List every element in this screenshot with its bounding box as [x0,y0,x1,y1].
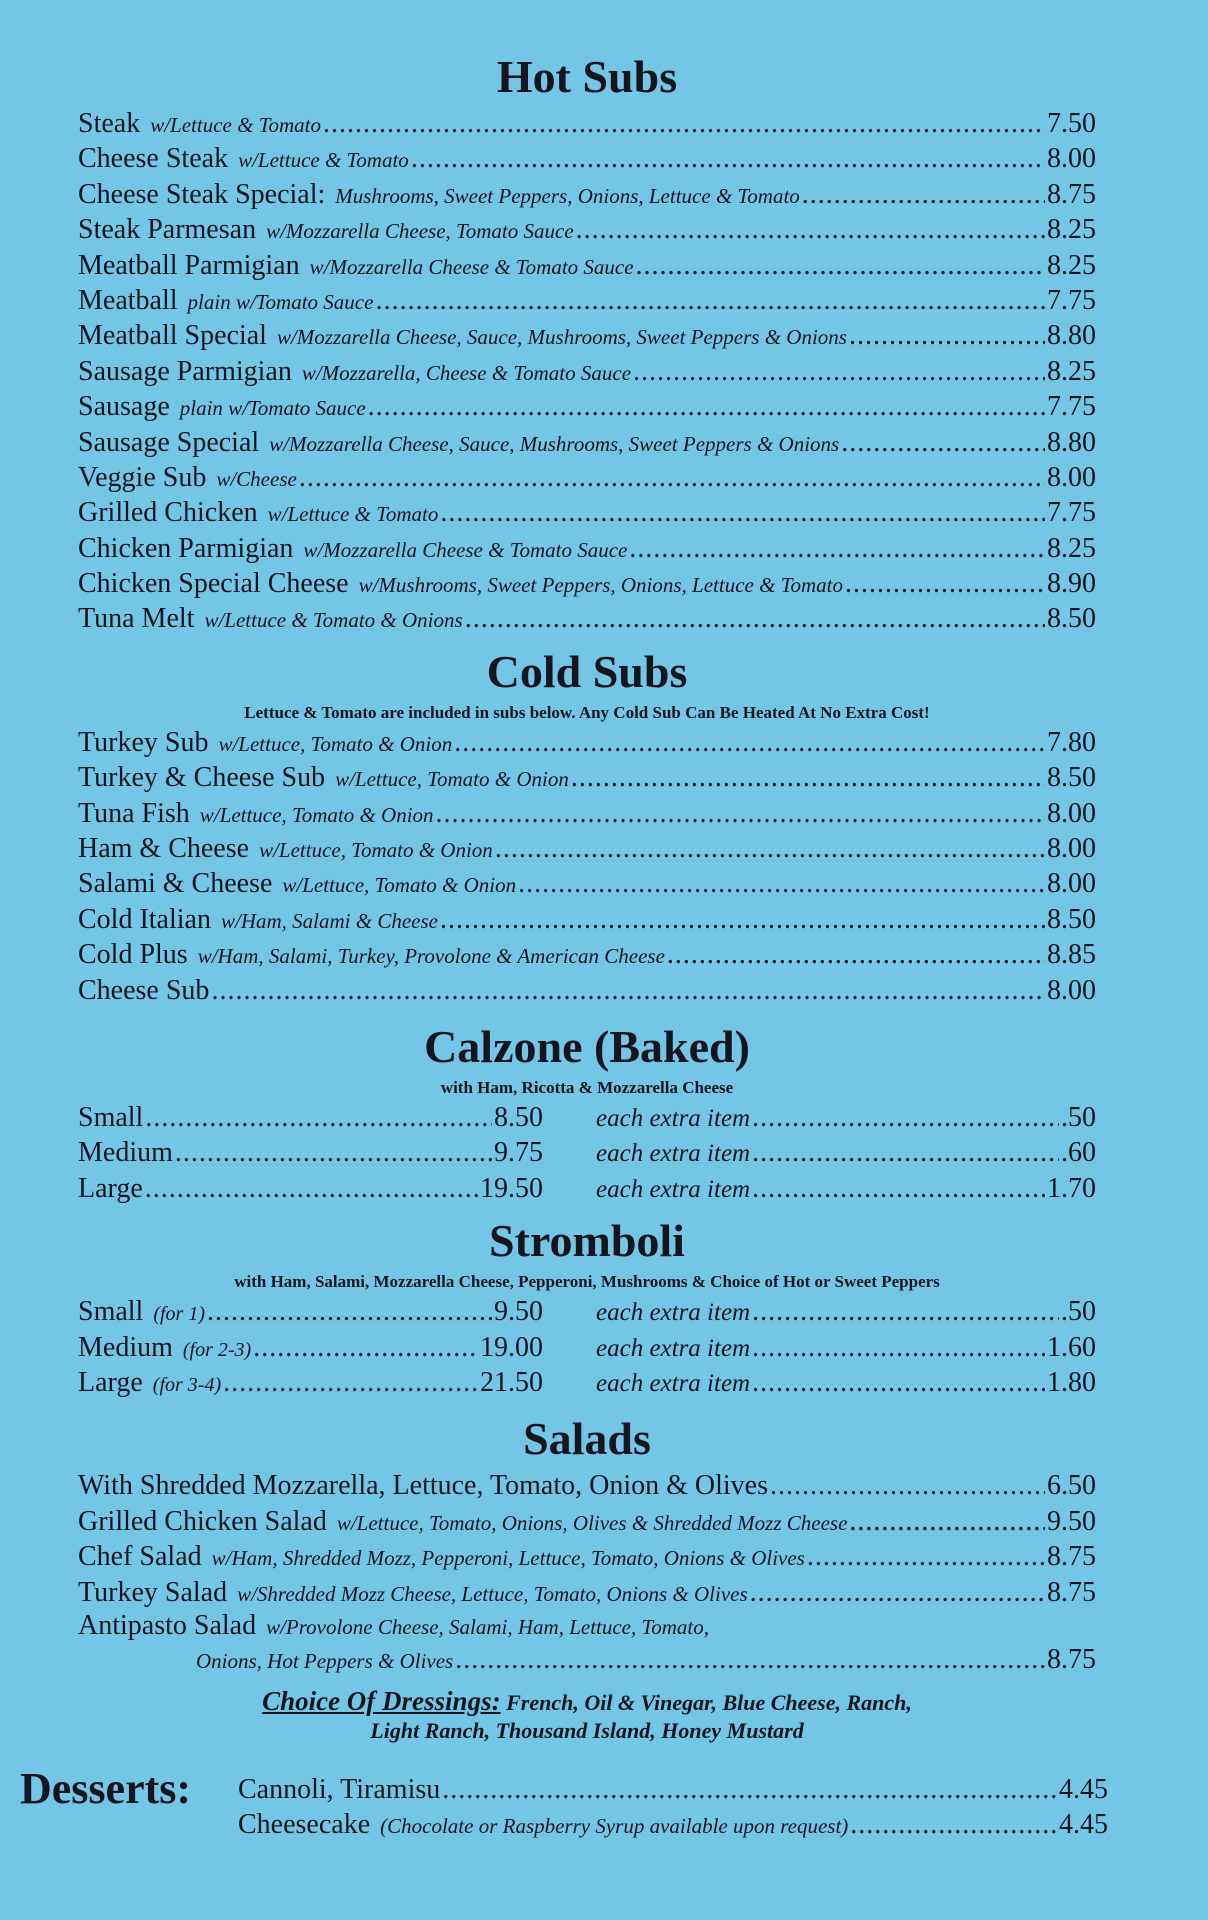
item-name: Steak [78,108,141,139]
leader-dots [375,283,1045,318]
item-name: Turkey & Cheese Sub [78,762,326,794]
menu-item-row [78,141,1096,176]
menu-item-row [78,831,1096,866]
item-desc: w/Provolone Cheese, Salami, Ham, Lettuce, Tomato, [266,1614,710,1639]
item-price: 21.50 [480,1366,543,1398]
calzone-sizes [78,1100,543,1206]
leader-dots [576,212,1045,247]
menu-item-row [78,866,1096,901]
item-desc: w/Cheese [216,466,297,491]
item-desc: w/Lettuce, Tomato & Onion [259,838,493,863]
item-name: Meatball Parmigian [78,249,300,281]
item-price: 4.45 [1059,1809,1108,1841]
leader-dots [518,866,1045,901]
item-desc: w/Lettuce, Tomato & Onion [218,731,453,756]
dressings-heading: Choice Of Dressings: [262,1686,501,1717]
item-name: Medium [78,1137,173,1169]
item-name: Grilled Chicken [78,497,258,529]
item-price: 8.80 [1047,320,1096,352]
leader-dots [454,725,1045,760]
calzone-prices [78,1100,1096,1206]
item-name: Cheese Steak Special: [78,178,326,210]
item-name: Cold Plus [78,939,188,971]
item-desc: plain w/Tomato Sauce [187,289,374,314]
item-desc: w/Mozzarella Cheese, Sauce, Mushrooms, Sweet Peppers & Onions [276,325,847,350]
item-name: Tuna Melt [78,603,195,635]
calzone-title: Calzone (Baked) [424,1020,750,1072]
item-desc: w/Mozzarella Cheese, Sauce, Mushrooms, Sweet Peppers & Onions [269,431,840,456]
calzone-extras [596,1100,1096,1206]
leader-dots [752,1171,1045,1206]
item-name: Tuna Fish [78,797,190,829]
item-name: Chef Salad [78,1541,202,1573]
menu-item-row [78,796,1096,831]
item-price: 8.00 [1047,974,1096,1006]
item-desc: w/Lettuce & Tomato [150,113,321,137]
leader-dots [411,141,1045,176]
item-desc: Mushrooms, Sweet Peppers, Onions, Lettuce & Tomato [335,183,800,208]
item-desc: w/Mozzarella Cheese, Tomato Sauce [266,219,574,244]
item-price: 19.00 [480,1331,543,1363]
item-price: 19.50 [480,1172,543,1204]
item-name: Medium [78,1331,173,1363]
leader-dots [841,425,1045,460]
menu-item-row [78,566,1096,601]
item-name: Cold Italian [78,903,211,935]
menu-item-row [78,725,1096,760]
extra-item-row [596,1330,1096,1365]
leader-dots [145,1171,478,1206]
leader-dots [752,1100,1059,1135]
leader-dots [849,1504,1045,1539]
item-price: 9.50 [494,1296,543,1328]
leader-dots [145,1100,492,1135]
leader-dots [323,106,1045,141]
item-price: 8.50 [494,1101,543,1133]
hot-subs-title: Hot Subs [496,51,678,102]
leader-dots [849,318,1045,353]
menu-item-row [78,425,1096,460]
item-price: 8.00 [1047,833,1096,865]
item-price: 8.75 [1047,178,1096,210]
leader-dots [845,566,1045,601]
item-desc: w/Lettuce, Tomato & Onion [335,767,569,792]
item-price: 8.50 [1047,603,1096,635]
menu-item-row [78,1575,1096,1610]
item-price: 7.75 [1047,391,1096,423]
leader-dots [211,973,1045,1008]
menu-item-row [78,1539,1096,1574]
menu-item-row [78,283,1096,318]
item-desc: w/Ham, Salami, Turkey, Provolone & American Cheese [197,944,665,969]
item-price: 1.70 [1047,1172,1096,1204]
item-price: 6.50 [1047,1470,1096,1502]
item-desc: w/Mozzarella Cheese & Tomato Sauce [309,254,634,279]
leader-dots [807,1539,1045,1574]
item-price: 8.75 [1047,1643,1096,1675]
item-price: 8.50 [1047,903,1096,935]
item-price: 7.80 [1047,726,1096,758]
item-desc: w/Lettuce, Tomato & Onion [199,802,434,827]
menu-item-row [78,212,1096,247]
leader-dots [752,1135,1059,1170]
menu-content [78,48,1096,1745]
stromboli-note: with Ham, Salami, Mozzarella Cheese, Pepperoni, Mushrooms & Choice of Hot or Sweet Peppers [234,1272,940,1292]
leader-dots [752,1294,1059,1329]
size-row [78,1171,543,1206]
item-price: 1.60 [1047,1331,1096,1363]
item-name: Cheesecake [238,1809,371,1841]
item-price: 1.80 [1047,1366,1096,1398]
item-price: 8.75 [1047,1541,1096,1573]
leader-dots [633,354,1045,389]
item-name: With Shredded Mozzarella, Lettuce, Tomato, Onion & Olives [78,1470,768,1502]
item-desc: w/Ham, Shredded Mozz, Pepperoni, Lettuce, Tomato, Onions & Olives [211,1546,805,1571]
antipasto-salad-row-cont [78,1642,1096,1677]
item-price: 8.50 [1047,762,1096,794]
cold-subs-list [78,725,1096,1008]
cold-subs-title: Cold Subs [486,645,688,697]
item-desc: w/Lettuce & Tomato [238,148,409,173]
item-name: Grilled Chicken Salad [78,1505,327,1537]
extra-item-row [596,1171,1096,1206]
item-price: 9.50 [1047,1505,1096,1537]
leader-dots [667,937,1045,972]
item-price: 7.50 [1047,108,1096,139]
menu-item-row [78,1504,1096,1539]
item-desc: w/Mozzarella, Cheese & Tomato Sauce [301,360,632,385]
item-name: Cannoli, Tiramisu [238,1774,441,1805]
leader-dots [455,1642,1045,1677]
leader-dots [442,1772,1057,1807]
item-desc: w/Mushrooms, Sweet Peppers, Onions, Lettuce & Tomato [358,573,843,598]
leader-dots [752,1365,1045,1400]
menu-item-row [78,389,1096,424]
menu-item-row [78,460,1096,495]
item-name: Cheese Steak [78,143,229,175]
extra-item-row [596,1294,1096,1329]
salads-list [78,1468,1096,1610]
item-name: Sausage [78,391,170,423]
item-desc: (for 2-3) [182,1338,252,1361]
leader-dots [440,902,1045,937]
item-price: 8.25 [1047,355,1096,387]
item-price: 8.85 [1047,939,1096,971]
leader-dots [770,1468,1045,1503]
item-price: 8.90 [1047,568,1096,600]
antipasto-salad-row [78,1610,1096,1642]
item-desc: (for 3-4) [152,1373,222,1396]
item-price: 8.00 [1047,461,1096,493]
menu-item-row [78,106,1096,141]
stromboli-prices [78,1294,1096,1400]
leader-dots [636,248,1045,283]
item-price: .50 [1061,1296,1096,1328]
item-name: Steak Parmesan [78,214,257,246]
menu-item-row [78,354,1096,389]
dessert-row [238,1772,1108,1807]
menu-item-row [78,248,1096,283]
leader-dots [207,1294,492,1329]
leader-dots [440,495,1045,530]
menu-item-row [78,531,1096,566]
item-name: Large [78,1366,143,1398]
item-price: 9.75 [494,1137,543,1169]
item-desc: w/Lettuce, Tomato & Onion [282,873,517,898]
leader-dots [752,1330,1045,1365]
item-name: Salami & Cheese [78,868,273,900]
item-name: Sausage Parmigian [78,355,292,387]
item-desc: (Chocolate or Raspberry Syrup available upon request) [380,1814,849,1839]
leader-dots [253,1330,478,1365]
item-desc: w/Lettuce & Tomato [267,502,439,527]
leader-dots [299,460,1045,495]
leader-dots [850,1807,1057,1842]
item-name: Chicken Parmigian [78,532,294,564]
leader-dots [223,1365,478,1400]
leader-dots [629,531,1045,566]
leader-dots [436,796,1045,831]
hot-subs-list [78,106,1096,637]
menu-item-row [78,177,1096,212]
menu-item-row [78,973,1096,1008]
menu-item-row [78,318,1096,353]
item-price: 8.00 [1047,143,1096,175]
menu-item-row [78,601,1096,636]
item-price: .50 [1061,1101,1096,1133]
item-name: Small [78,1296,144,1328]
item-desc-cont: Onions, Hot Peppers & Olives [196,1648,454,1673]
item-name: each extra item [596,1175,751,1203]
item-desc: (for 1) [153,1303,206,1326]
item-name: Antipasto Salad [78,1609,257,1641]
item-name: each extra item [596,1140,751,1168]
extra-item-row [596,1135,1096,1170]
item-name: Sausage Special [78,426,260,458]
item-name: Meatball Special [78,320,267,352]
item-name: Turkey Salad [78,1576,228,1608]
item-desc: w/Mozzarella Cheese & Tomato Sauce [303,537,628,562]
stromboli-sizes [78,1294,543,1400]
item-name: each extra item [596,1334,751,1362]
size-row [78,1294,543,1329]
size-row [78,1135,543,1170]
extra-item-row [596,1365,1096,1400]
item-price: 8.75 [1047,1576,1096,1608]
leader-dots [802,177,1045,212]
leader-dots [465,601,1045,636]
menu-item-row [78,1468,1096,1503]
item-name: Cheese Sub [78,974,210,1006]
leader-dots [495,831,1045,866]
item-price: 8.25 [1047,214,1096,246]
menu-item-row [78,760,1096,795]
menu-item-row [78,937,1096,972]
item-name: each extra item [596,1104,751,1132]
dressings-block [78,1687,1096,1745]
item-name: Veggie Sub [78,461,207,493]
item-price: 4.45 [1059,1774,1108,1805]
dessert-row [238,1807,1108,1842]
size-row [78,1365,543,1400]
item-desc: w/Shredded Mozz Cheese, Lettuce, Tomato, Onions & Olives [237,1581,748,1606]
menu-item-row [78,495,1096,530]
desserts-label: Desserts: [20,1764,192,1813]
item-price: 7.75 [1047,284,1096,316]
item-price: 8.25 [1047,249,1096,281]
item-name: each extra item [596,1369,751,1397]
menu-item-row [78,902,1096,937]
salads-title: Salads [523,1413,651,1465]
dressings-line2: Light Ranch, Thousand Island, Honey Mustard [370,1718,804,1744]
leader-dots [368,389,1045,424]
item-name: Ham & Cheese [78,833,250,865]
item-price: 8.80 [1047,426,1096,458]
leader-dots [175,1135,492,1170]
item-price: 8.00 [1047,868,1096,900]
item-name: Small [78,1101,144,1133]
size-row [78,1100,543,1135]
item-name: each extra item [596,1299,751,1327]
stromboli-title: Stromboli [489,1215,685,1267]
leader-dots [571,760,1045,795]
calzone-note: with Ham, Ricotta & Mozzarella Cheese [440,1077,734,1097]
size-row [78,1330,543,1365]
item-price: 8.25 [1047,532,1096,564]
dressings-line1: French, Oil & Vinegar, Blue Cheese, Ranch, [506,1690,912,1716]
item-name: Chicken Special Cheese [78,568,349,600]
extra-item-row [596,1100,1096,1135]
leader-dots [750,1575,1045,1610]
item-name: Turkey Sub [78,726,209,758]
item-desc: w/Lettuce, Tomato, Onions, Olives & Shredded Mozz Cheese [336,1510,848,1535]
item-desc: w/Ham, Salami & Cheese [220,908,438,933]
item-name: Large [78,1172,143,1204]
cold-subs-note: Lettuce & Tomato are included in subs below. Any Cold Sub Can Be Heated At No Extra Cost! [244,702,930,722]
desserts-list [238,1772,1108,1843]
item-desc: w/Lettuce & Tomato & Onions [204,608,463,633]
item-name: Meatball [78,284,178,316]
item-desc: plain w/Tomato Sauce [179,396,366,421]
item-price: .60 [1061,1137,1096,1169]
item-price: 8.00 [1047,797,1096,829]
item-price: 7.75 [1047,497,1096,529]
stromboli-extras [596,1294,1096,1400]
